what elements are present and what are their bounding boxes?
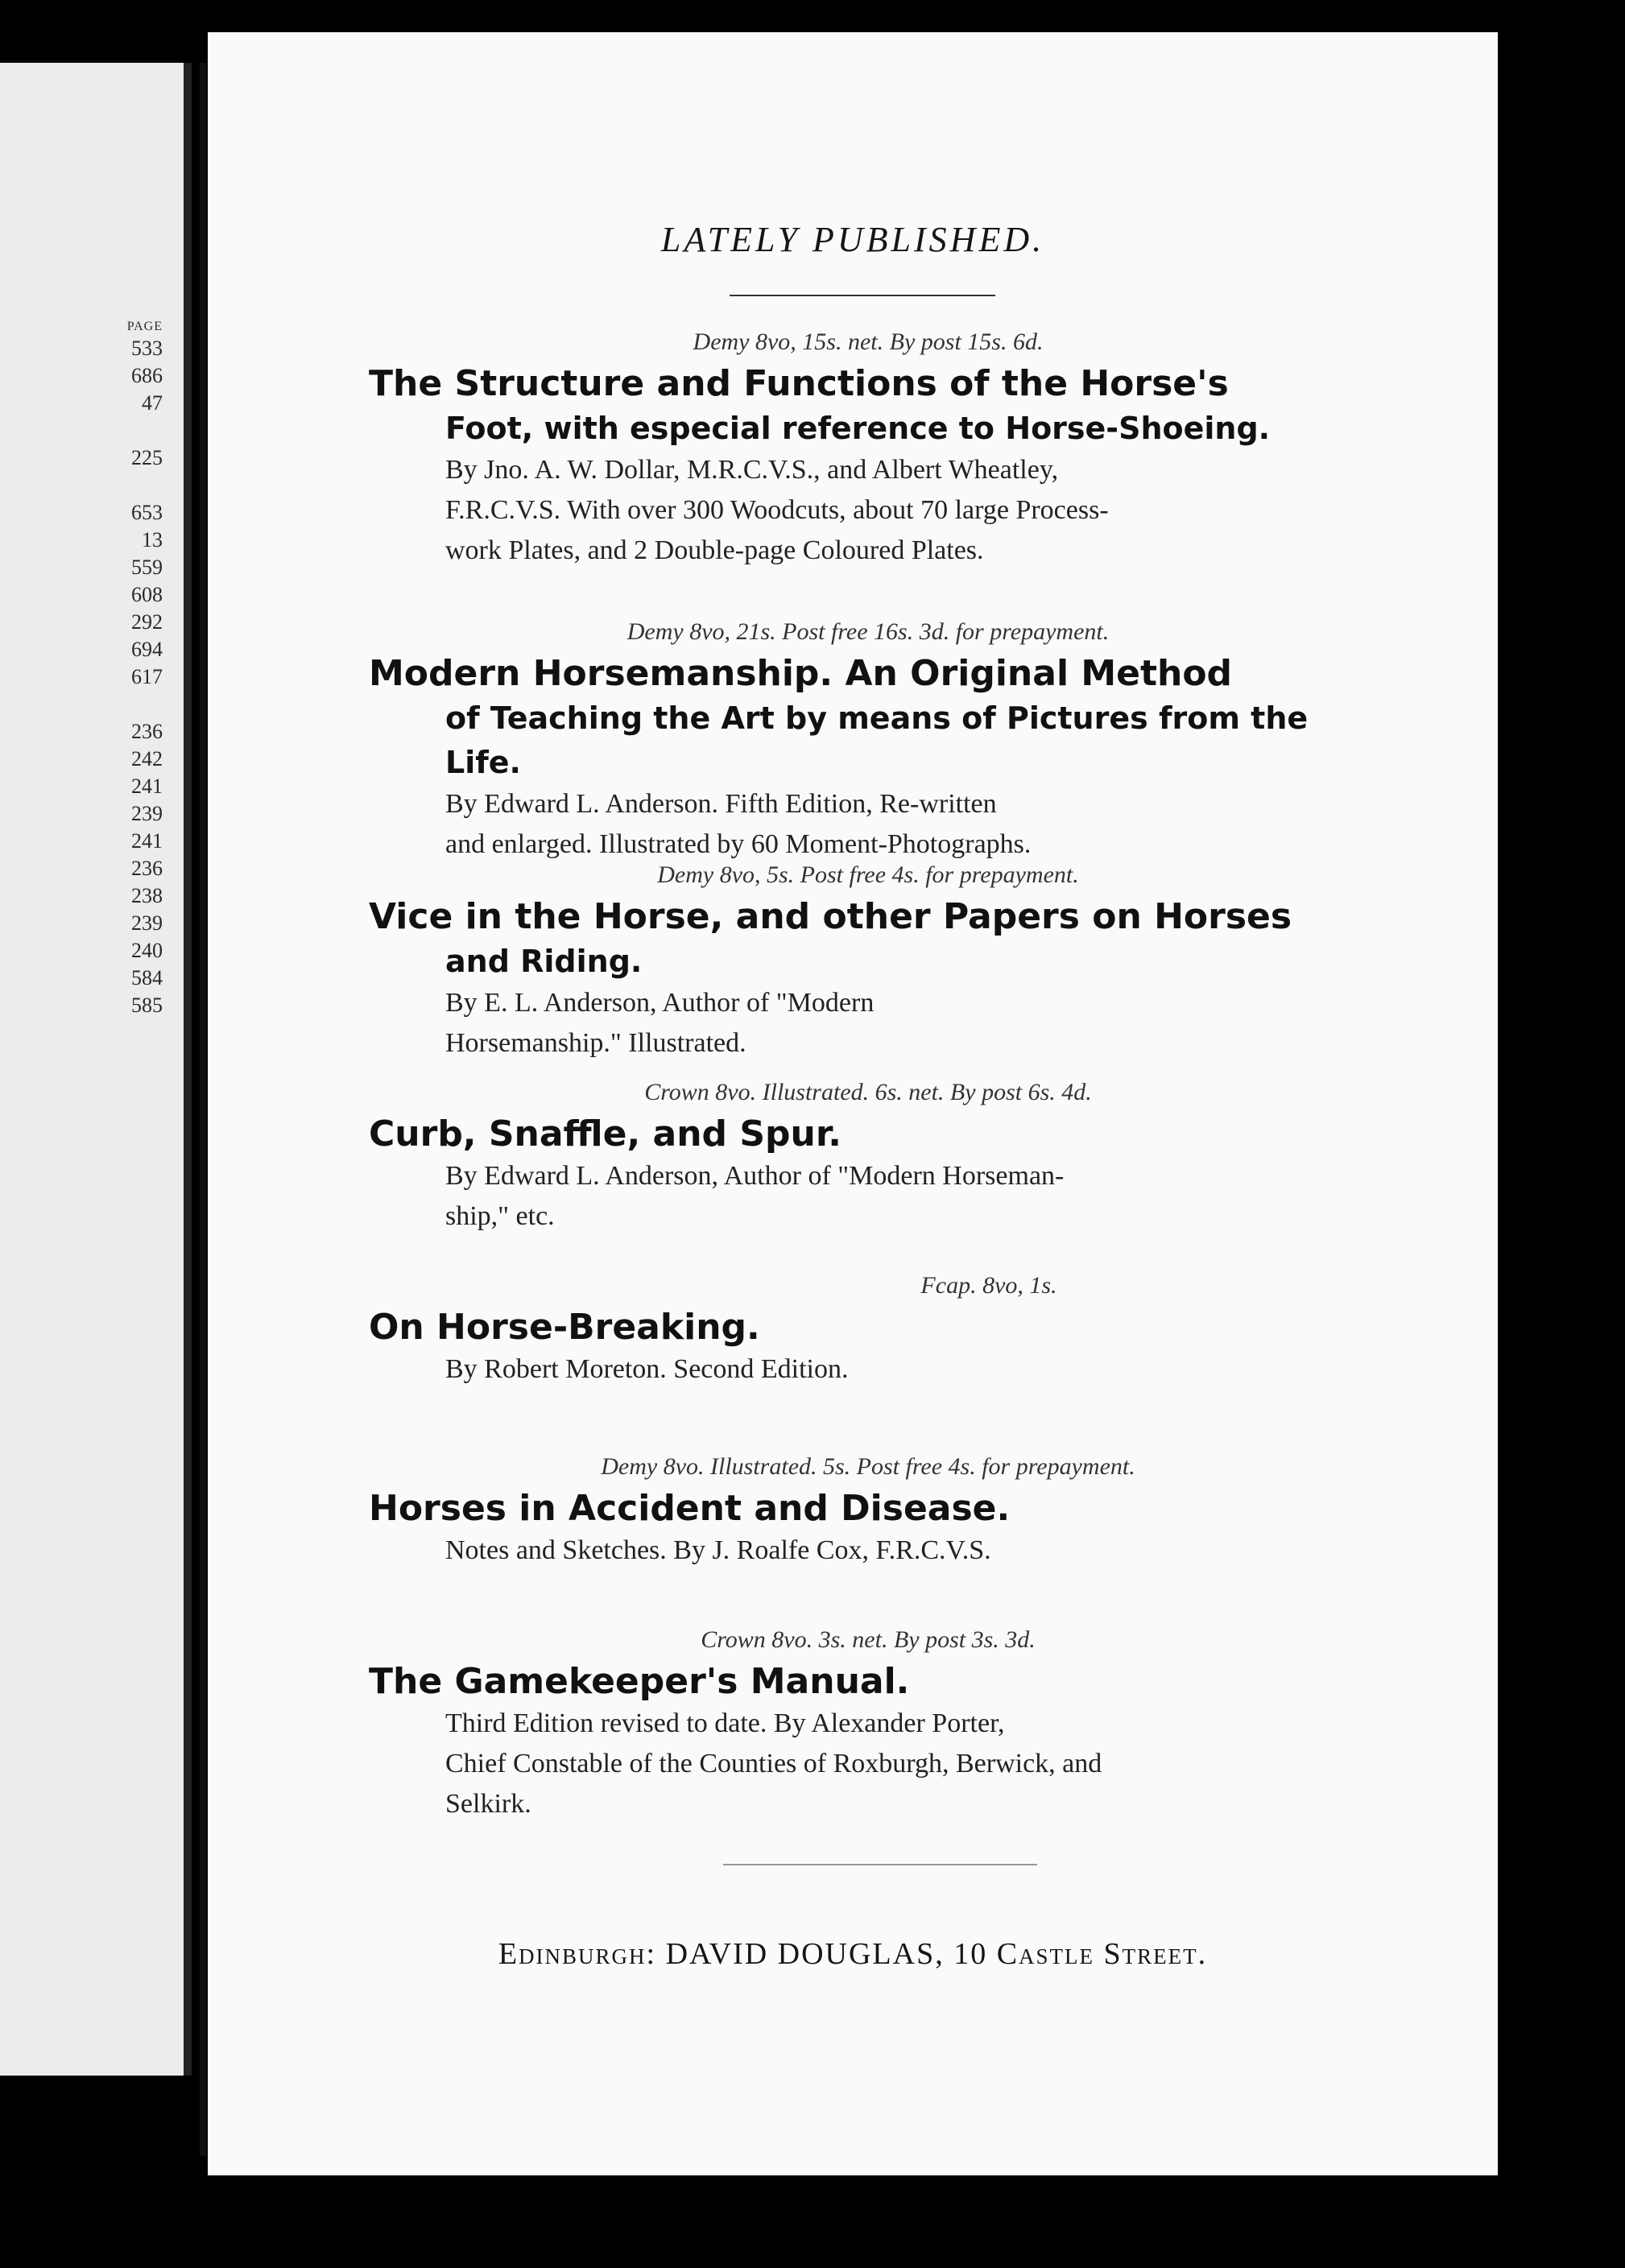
page-column-header: PAGE xyxy=(126,320,163,333)
book-title: Horses in Accident and Disease. xyxy=(369,1488,1011,1529)
book-description: Chief Constable of the Counties of Roxburgh, Berwick, and xyxy=(445,1749,1102,1778)
page-number: 238 xyxy=(131,884,163,907)
book-title-continued: of Teaching the Art by means of Pictures from the xyxy=(445,700,1309,736)
page-number: 617 xyxy=(131,665,163,688)
book-title-continued: Foot, with especial reference to Horse-Shoeing. xyxy=(445,411,1271,446)
page-number: 584 xyxy=(131,966,163,989)
book-description: F.R.C.V.S. With over 300 Woodcuts, about 70 large Process- xyxy=(445,495,1109,525)
page-number: 653 xyxy=(131,501,163,524)
page-number: 236 xyxy=(131,857,163,880)
book-title-continued: Life. xyxy=(445,745,521,780)
book-title: On Horse-Breaking. xyxy=(369,1307,760,1348)
book-price-line: Fcap. 8vo, 1s. xyxy=(920,1272,1057,1299)
book-price-line: Demy 8vo, 21s. Post free 16s. 3d. for prepayment. xyxy=(626,618,1110,645)
page-number: 240 xyxy=(131,939,163,962)
book-entry xyxy=(369,1453,1367,1571)
book-entry xyxy=(369,1626,1367,1824)
book-description: Selkirk. xyxy=(445,1789,531,1819)
book-entry xyxy=(369,861,1367,1064)
book-title: The Structure and Functions of the Horse's xyxy=(369,363,1229,404)
page-number: 292 xyxy=(131,610,163,634)
page-number: 225 xyxy=(131,446,163,469)
page-number: 47 xyxy=(142,391,163,415)
book-description: ship," etc. xyxy=(445,1201,555,1231)
book-title: Curb, Snaffle, and Spur. xyxy=(369,1113,842,1155)
publisher-imprint: Edinburgh: DAVID DOUGLAS, 10 Castle Street. xyxy=(498,1937,1208,1971)
page-number: 533 xyxy=(131,337,163,360)
book-description: Third Edition revised to date. By Alexander Porter, xyxy=(445,1708,1005,1738)
index-page-numbers xyxy=(127,319,163,1019)
book-description: By Edward L. Anderson, Author of "Modern Horseman- xyxy=(445,1161,1065,1191)
page-number: 239 xyxy=(131,802,163,825)
book-description: and enlarged. Illustrated by 60 Moment-Photographs. xyxy=(445,829,1032,859)
book-description: By Jno. A. W. Dollar, M.R.C.V.S., and Albert Wheatley, xyxy=(445,455,1059,485)
page-number: 241 xyxy=(131,829,163,853)
book-description: Horsemanship." Illustrated. xyxy=(445,1028,746,1058)
page-number: 686 xyxy=(131,364,163,387)
page-number: 236 xyxy=(131,720,163,743)
book-price-line: Crown 8vo. Illustrated. 6s. net. By post 6s. 4d. xyxy=(644,1079,1092,1105)
advertisement-page xyxy=(208,32,1498,2175)
book-title: The Gamekeeper's Manual. xyxy=(369,1661,910,1702)
page-number: 694 xyxy=(131,638,163,661)
book-price-line: Demy 8vo, 15s. net. By post 15s. 6d. xyxy=(693,328,1044,355)
footer-rule xyxy=(723,1864,1037,1865)
book-entry xyxy=(369,1272,1367,1390)
book-entry xyxy=(369,618,1367,865)
page-heading: LATELY PUBLISHED. xyxy=(660,220,1045,259)
page-number: 242 xyxy=(131,747,163,770)
page-number: 585 xyxy=(131,994,163,1017)
left-page-spine xyxy=(184,63,192,2076)
left-page-fragment xyxy=(0,63,192,2076)
page-number: 13 xyxy=(142,528,163,552)
book-entry xyxy=(369,328,1367,571)
book-price-line: Demy 8vo. Illustrated. 5s. Post free 4s. for prepayment. xyxy=(601,1453,1135,1480)
book-description: work Plates, and 2 Double-page Coloured Plates. xyxy=(445,535,984,565)
book-description: By E. L. Anderson, Author of "Modern xyxy=(445,988,875,1018)
page-number: 608 xyxy=(131,583,163,606)
page-number: 559 xyxy=(131,556,163,579)
book-entry xyxy=(369,1079,1367,1237)
book-title: Vice in the Horse, and other Papers on Horses xyxy=(369,896,1292,937)
book-price-line: Crown 8vo. 3s. net. By post 3s. 3d. xyxy=(701,1626,1036,1653)
book-price-line: Demy 8vo, 5s. Post free 4s. for prepayment. xyxy=(657,861,1079,888)
page-number: 241 xyxy=(131,775,163,798)
page-number: 239 xyxy=(131,911,163,935)
book-spine xyxy=(200,63,206,2156)
book-description: By Robert Moreton. Second Edition. xyxy=(445,1354,849,1384)
book-description: Notes and Sketches. By J. Roalfe Cox, F.R.C.V.S. xyxy=(445,1535,991,1565)
heading-rule xyxy=(730,295,995,296)
book-title-continued: and Riding. xyxy=(445,944,643,979)
book-description: By Edward L. Anderson. Fifth Edition, Re-written xyxy=(445,789,997,819)
book-title: Modern Horsemanship. An Original Method xyxy=(369,653,1233,694)
